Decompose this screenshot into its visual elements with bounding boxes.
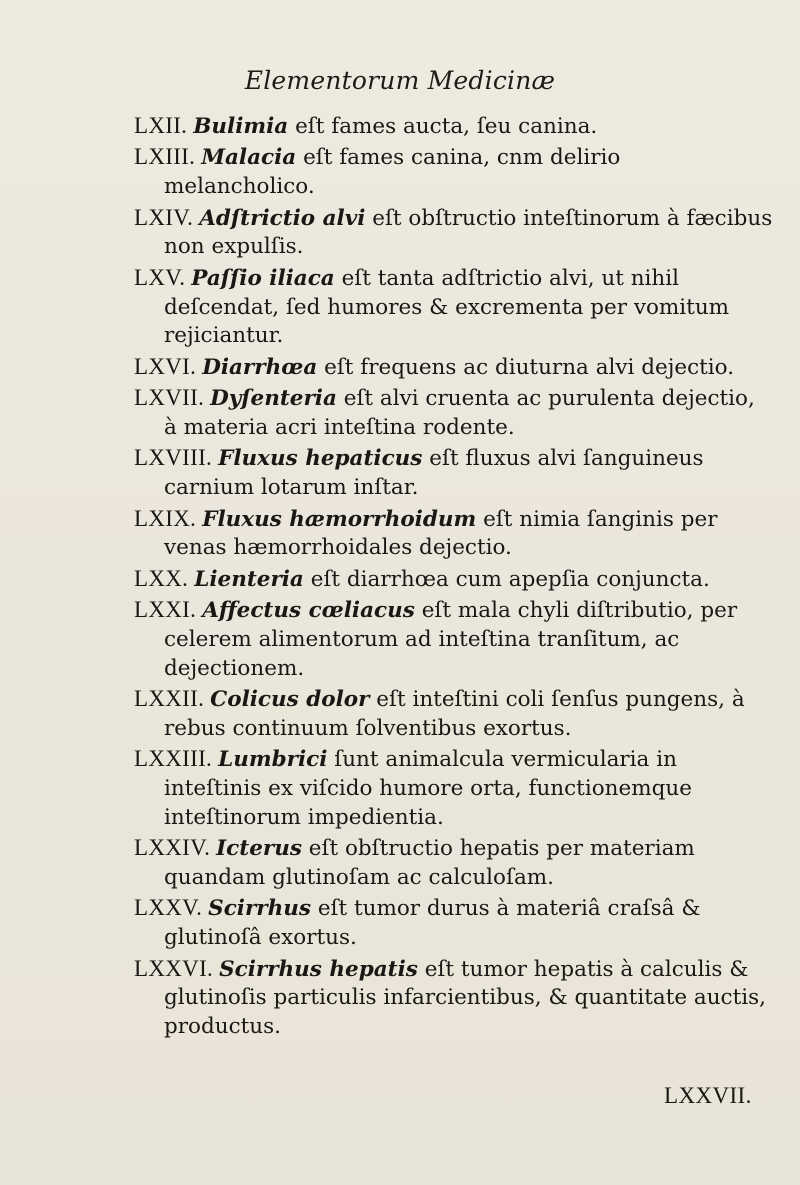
entry-number: LXX. [134,565,189,591]
entry-lxx [134,565,774,595]
entry-term: Lumbrici [218,747,328,773]
entry-lxxiv [134,834,774,893]
entry-definition: eſt tumor hepatis à calculis & glutinoſis particulis infarcientibus, & quantitate auctis, productus. [164,956,766,1040]
entry-definition: ſunt animalcula vermicularia in inteſtinis ex viſcido humore orta, functionemque inteſtinorum impedientia. [164,747,692,830]
entry-lxiv [134,204,774,263]
catchword: LXXVII. [664,1083,752,1108]
entry-number: LXXI. [134,597,197,623]
entry-term: Icterus [216,836,302,862]
entry-lxviii [134,444,774,503]
entry-lxv [134,264,774,351]
entry-definition: eſt alvi cruenta ac purulenta dejectio, à materia acri inteſtina rodente. [164,386,755,440]
entry-definition: eſt obſtructio hepatis per materiam quandam glutinoſam ac calculoſam. [164,836,695,891]
entry-number: LXXII. [134,686,205,712]
entry-term: Diarrhœa [202,354,318,380]
entry-definition: eſt tumor durus à materiâ craſsâ & glutinoſâ exortus. [164,896,701,951]
entry-definition: eſt tanta adſtrictio alvi, ut nihil deſcendat, ſed humores & excrementa per vomitum rejiciantur. [164,265,730,349]
entry-term: Fluxus hæmorrhoidum [202,506,477,532]
entry-term: Scirrhus hepatis [219,956,418,982]
entry-term: Bulimia [193,114,289,139]
entry-number: LXIV. [134,204,194,230]
entry-number: LXXVI. [134,955,214,981]
entry-definition: eſt fames aucta, ſeu canina. [295,114,598,139]
entry-list [134,112,774,1044]
entry-definition: eſt fames canina, cnm delirio melancholico. [164,145,621,200]
entry-lxxvi [134,955,774,1042]
entry-number: LXIII. [134,144,196,170]
entry-lxii [134,112,774,142]
entry-number: LXXIV. [134,835,211,861]
entry-lxxii [134,685,774,744]
entry-lxxv [134,894,774,953]
entry-number: LXV. [134,264,186,290]
entry-lxvi [134,353,774,383]
entry-number: LXXIII. [134,746,213,772]
entry-definition: eſt inteſtini coli ſenſus pungens, à rebus continuum ſolventibus exortus. [164,687,745,741]
entry-term: Lienteria [194,566,304,592]
entry-term: Affectus cœliacus [202,598,415,624]
entry-definition: eſt nimia ſanginis per venas hæmorrhoidales dejectio. [164,506,718,561]
entry-number: LXVII. [134,385,205,411]
entry-number: LXVI. [134,353,197,379]
running-head: Elementorum Medicinæ [244,66,556,95]
entry-number: LXVIII. [134,445,213,471]
entry-term: Adſtrictio alvi [199,205,366,231]
entry-definition: eſt mala chyli diſtributio, per celerem alimentorum ad inteſtina tranſitum, ac dejectionem. [164,598,738,681]
entry-definition: eſt obſtructio inteſtinorum à fæcibus non expulſis. [164,205,773,260]
entry-number: LXXV. [134,895,203,921]
entry-term: Dyſenteria [210,386,337,412]
entry-definition: eſt fluxus alvi ſanguineus carnium lotarum inſtar. [164,446,704,501]
entry-term: Malacia [201,145,297,171]
entry-definition: eſt frequens ac diuturna alvi dejectio. [324,354,735,380]
entry-term: Scirrhus [208,896,311,922]
entry-definition: eſt diarrhœa cum apepſia conjuncta. [310,566,710,592]
entry-number: LXIX. [134,505,197,531]
entry-lxiii [134,143,774,202]
entry-lxxiii [134,745,774,832]
entry-lxvii [134,384,774,443]
entry-number: LXII. [134,113,188,138]
entry-term: Colicus dolor [210,687,370,713]
entry-term: Paſſio iliaca [191,265,335,291]
entry-lxix [134,505,774,564]
entry-lxxi [134,596,774,683]
entry-term: Fluxus hepaticus [218,446,423,472]
